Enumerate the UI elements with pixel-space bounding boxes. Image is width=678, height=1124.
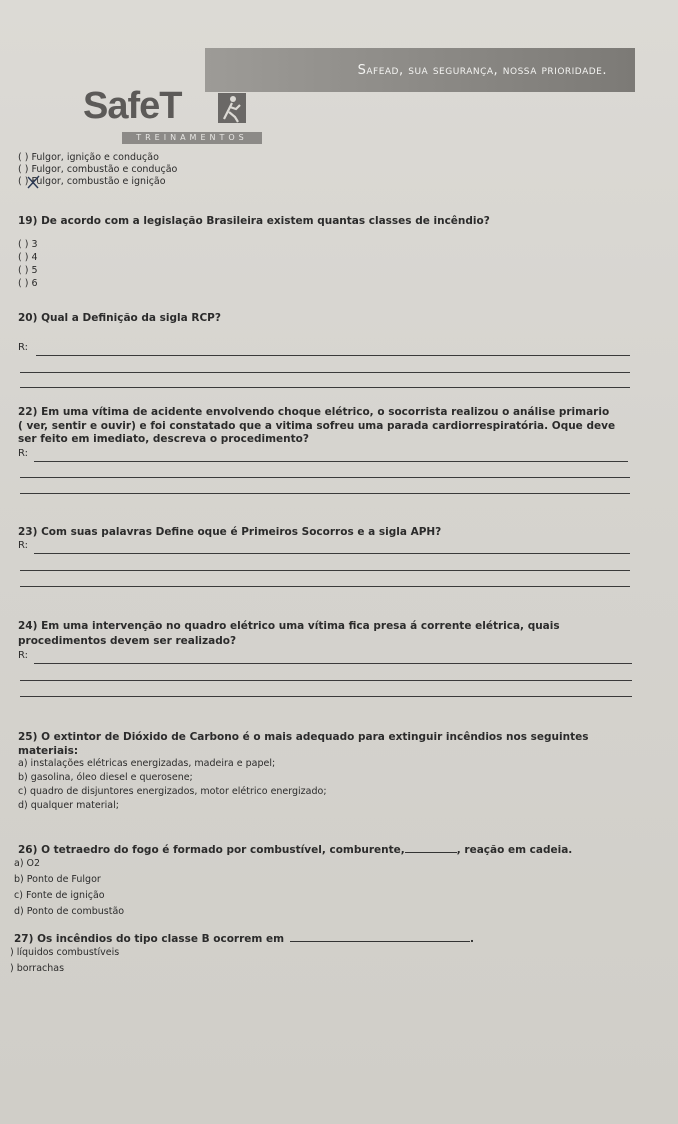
question-27 bbox=[14, 932, 654, 945]
answer-line bbox=[34, 461, 628, 462]
option-line: b) gasolina, óleo diesel e querosene; bbox=[18, 772, 193, 783]
answer-line bbox=[20, 477, 630, 478]
option-line: a) instalações elétricas energizadas, madeira e papel; bbox=[18, 758, 276, 769]
answer-line bbox=[20, 387, 630, 388]
question-24-line-1: 24) Em uma intervenção no quadro elétrico uma vítima fica presa á corrente elétrica, quais bbox=[18, 620, 560, 632]
option-line: d) qualquer material; bbox=[18, 800, 119, 811]
question-19: 19) De acordo com a legislação Brasileira existem quantas classes de incêndio? bbox=[18, 215, 490, 227]
answer-label: R: bbox=[18, 650, 29, 661]
question-25-line-2: materiais: bbox=[18, 745, 79, 757]
slogan-banner bbox=[205, 48, 635, 92]
answer-line bbox=[20, 586, 630, 587]
answer-line bbox=[20, 680, 632, 681]
option-line: c) quadro de disjuntores energizados, motor elétrico energizado; bbox=[18, 786, 327, 797]
question-25-line-1: 25) O extintor de Dióxido de Carbono é o mais adequado para extinguir incêndios nos seguintes bbox=[18, 731, 589, 743]
answer-line bbox=[36, 355, 630, 356]
running-person-icon bbox=[218, 93, 246, 123]
option-line: ) borrachas bbox=[10, 963, 65, 974]
answer-line bbox=[34, 663, 632, 664]
handwritten-x-mark bbox=[20, 174, 48, 190]
answer-line bbox=[34, 553, 630, 554]
option-line: ) líquidos combustíveis bbox=[10, 947, 120, 958]
option-line: c) Fonte de ignição bbox=[14, 890, 105, 901]
answer-line bbox=[20, 493, 630, 494]
question-23: 23) Com suas palavras Define oque é Primeiros Socorros e a sigla APH? bbox=[18, 526, 442, 538]
option-line: b) Ponto de Fulgor bbox=[14, 874, 101, 885]
option-line: ( ) Fulgor, ignição e condução bbox=[18, 152, 159, 163]
logo-wordmark: SafeT bbox=[83, 85, 182, 127]
question-22-line-3: ser feito em imediato, descreva o procedimento? bbox=[18, 433, 309, 445]
question-27-end: . bbox=[470, 933, 475, 945]
option-line: a) O2 bbox=[14, 858, 41, 869]
question-24-line-2: procedimentos devem ser realizado? bbox=[18, 635, 237, 647]
question-26-end: , reação em cadeia. bbox=[456, 844, 573, 856]
option-line: ( ) Fulgor, combustão e ignição bbox=[18, 176, 166, 187]
question-26 bbox=[18, 843, 658, 856]
question-20: 20) Qual a Definição da sigla RCP? bbox=[18, 312, 221, 324]
option-line: ( ) 4 bbox=[18, 252, 38, 263]
answer-line bbox=[20, 570, 630, 571]
answer-label: R: bbox=[18, 540, 29, 551]
option-line: d) Ponto de combustão bbox=[14, 906, 125, 917]
question-22-line-1: 22) Em uma vítima de acidente envolvendo choque elétrico, o socorrista realizou o análise primario bbox=[18, 406, 610, 418]
safet-logo bbox=[78, 85, 268, 145]
question-26-start: 26) O tetraedro do fogo é formado por combustível, comburente, bbox=[18, 844, 405, 856]
option-line: ( ) 3 bbox=[18, 239, 38, 250]
answer-label: R: bbox=[18, 342, 29, 353]
answer-line bbox=[20, 372, 630, 373]
option-line: ( ) Fulgor, combustão e condução bbox=[18, 164, 178, 175]
option-line: ( ) 5 bbox=[18, 265, 38, 276]
logo-subtitle: TREINAMENTOS bbox=[122, 132, 262, 144]
slogan-text: Safead, sua segurança, nossa prioridade. bbox=[357, 62, 607, 78]
answer-line bbox=[20, 696, 632, 697]
question-22-line-2: ( ver, sentir e ouvir) e foi constatado que a vitima sofreu uma parada cardiorrespiratória. Oque deve bbox=[18, 420, 616, 432]
blank-line bbox=[405, 843, 457, 853]
blank-line bbox=[290, 932, 470, 942]
question-27-text: 27) Os incêndios do tipo classe B ocorrem em bbox=[14, 933, 285, 945]
option-line: ( ) 6 bbox=[18, 278, 38, 289]
answer-label: R: bbox=[18, 448, 29, 459]
